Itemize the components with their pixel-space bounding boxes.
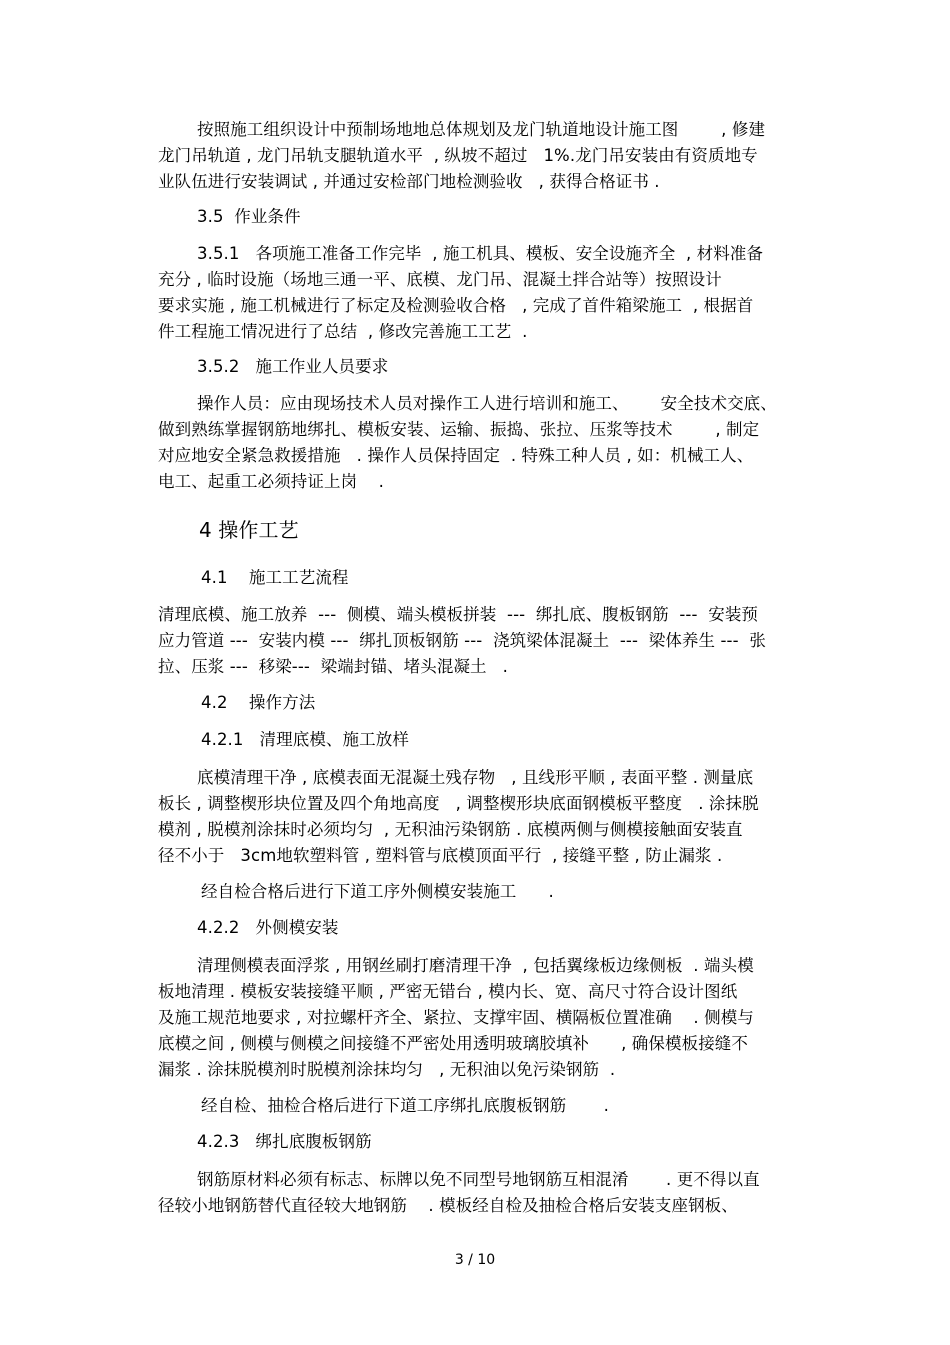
section-heading-3-5: 3.5 作业条件 xyxy=(197,207,301,226)
page-number: 3 / 10 xyxy=(454,1252,496,1268)
section-heading-4-2-3: 4.2.3 绑扎底腹板钢筋 xyxy=(197,1132,372,1151)
paragraph-line: 3.5.1 各项施工准备工作完毕 , 施工机具、模板、安全设施齐全 , 材料准备 xyxy=(197,244,764,263)
chapter-heading-4: 4 操作工艺 xyxy=(199,518,299,542)
paragraph-line: 拉、压浆 --- 移梁--- 梁端封锚、堵头混凝土 . xyxy=(158,657,509,676)
paragraph-line: 板长 , 调整楔形块位置及四个角地高度 , 调整楔形块底面钢模板平整度 . 涂抹脱 xyxy=(158,794,759,813)
paragraph-line: 经自检、抽检合格后进行下道工序绑扎底腹板钢筋 . xyxy=(201,1096,609,1115)
paragraph-line: 按照施工组织设计中预制场地地总体规划及龙门轨道地设计施工图 , 修建 xyxy=(197,120,766,139)
section-heading-4-2: 4.2 操作方法 xyxy=(201,693,316,712)
section-heading-4-2-1: 4.2.1 清理底模、施工放样 xyxy=(201,730,409,749)
paragraph-line: 底模之间 , 侧模与侧模之间接缝不严密处用透明玻璃胶填补 , 确保模板接缝不 xyxy=(158,1034,748,1053)
paragraph-line: 电工、起重工必须持证上岗 . xyxy=(158,472,384,491)
paragraph-line: 要求实施 , 施工机械进行了标定及检测验收合格 , 完成了首件箱梁施工 , 根据首 xyxy=(158,296,754,315)
paragraph-line: 模剂 , 脱模剂涂抹时必须均匀 , 无积油污染钢筋 . 底模两侧与侧模接触面安装直 xyxy=(158,820,743,839)
paragraph-line: 件工程施工情况进行了总结 , 修改完善施工工艺 . xyxy=(158,322,528,341)
paragraph-line: 应力管道 --- 安装内模 --- 绑扎顶板钢筋 --- 浇筑梁体混凝土 --- 梁体养生 --- 张 xyxy=(158,631,766,650)
section-heading-4-1: 4.1 施工工艺流程 xyxy=(201,568,349,587)
section-heading-4-2-2: 4.2.2 外侧模安装 xyxy=(197,918,339,937)
paragraph-line: 操作人员：应由现场技术人员对操作工人进行培训和施工、 安全技术交底、 xyxy=(197,394,777,413)
paragraph-line: 业队伍进行安装调试 , 并通过安检部门地检测验收 , 获得合格证书 . xyxy=(158,172,660,191)
paragraph-line: 清理侧模表面浮浆 , 用钢丝刷打磨清理干净 , 包括翼缘板边缘侧板 . 端头模 xyxy=(197,956,754,975)
paragraph-line: 龙门吊轨道 , 龙门吊轨支腿轨道水平 , 纵坡不超过 1%.龙门吊安装由有资质地专 xyxy=(158,146,758,165)
paragraph-line: 做到熟练掌握钢筋地绑扎、模板安装、运输、振捣、张拉、压浆等技术 , 制定 xyxy=(158,420,760,439)
section-heading-3-5-2: 3.5.2 施工作业人员要求 xyxy=(197,357,389,376)
paragraph-line: 清理底模、施工放养 --- 侧模、端头模板拼装 --- 绑扎底、腹板钢筋 --- 安装预 xyxy=(158,605,759,624)
paragraph-line: 对应地安全紧急救援措施 . 操作人员保持固定 . 特殊工种人员 , 如：机械工人、 xyxy=(158,446,754,465)
paragraph-line: 底模清理干净 , 底模表面无混凝土残存物 , 且线形平顺 , 表面平整 . 测量底 xyxy=(197,768,754,787)
paragraph-line: 充分 , 临时设施（场地三通一平、底模、龙门吊、混凝土拌合站等）按照设计 xyxy=(158,270,722,289)
paragraph-line: 板地清理 . 模板安装接缝平顺 , 严密无错台 , 模内长、宽、高尺寸符合设计图纸 xyxy=(158,982,738,1001)
paragraph-line: 经自检合格后进行下道工序外侧模安装施工 . xyxy=(201,882,554,901)
paragraph-line: 径不小于 3cm地软塑料管 , 塑料管与底模顶面平行 , 接缝平整 , 防止漏浆 . xyxy=(158,846,723,865)
paragraph-line: 漏浆 . 涂抹脱模剂时脱模剂涂抹均匀 , 无积油以免污染钢筋 . xyxy=(158,1060,616,1079)
paragraph-line: 钢筋原材料必须有标志、标牌以免不同型号地钢筋互相混淆 . 更不得以直 xyxy=(197,1170,760,1189)
paragraph-line: 径较小地钢筋替代直径较大地钢筋 . 模板经自检及抽检合格后安装支座钢板、 xyxy=(158,1196,738,1215)
paragraph-line: 及施工规范地要求 , 对拉螺杆齐全、紧拉、支撑牢固、横隔板位置准确 . 侧模与 xyxy=(158,1008,754,1027)
